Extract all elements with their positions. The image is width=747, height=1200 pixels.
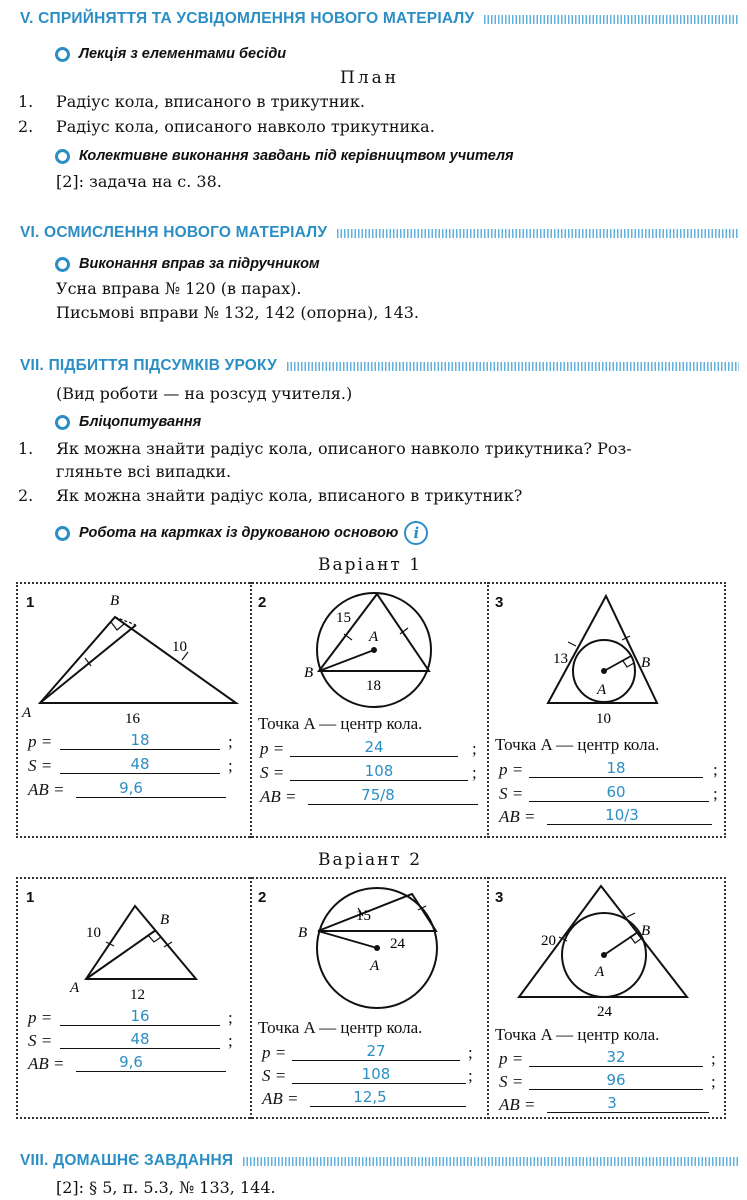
label-side: 13: [553, 651, 568, 667]
plan-item-num: 1.: [18, 92, 34, 111]
section-8-heading: [20, 1150, 739, 1172]
field-label: p =: [28, 1008, 53, 1027]
label-side: 18: [366, 678, 381, 694]
semicolon: ;: [472, 739, 477, 758]
bullet-dot-icon: [55, 149, 70, 164]
question-text: Як можна знайти радіус кола, вписаного в трикутник?: [56, 486, 523, 505]
field-AB[interactable]: [28, 779, 143, 800]
card-number: 1: [26, 594, 35, 611]
bullet-dot-icon: [55, 47, 70, 62]
bullet-cards: [55, 521, 428, 545]
bullet-lecture-label: Лекція з елементами бесіди: [79, 46, 287, 62]
field-AB[interactable]: [260, 786, 395, 807]
field-label: AB =: [499, 1095, 536, 1114]
label-A: A: [70, 980, 80, 996]
bullet-exercises: [55, 256, 320, 272]
field-label: S =: [499, 784, 524, 803]
field-p[interactable]: [28, 1007, 233, 1028]
label-side: 20: [541, 933, 556, 949]
bullet-collective-label: Колективне виконання завдань під керівництвом учителя: [79, 148, 514, 164]
answer-value: 75/8: [361, 786, 395, 804]
field-AB[interactable]: [499, 1094, 617, 1115]
right-triangle-figure: [18, 879, 248, 1004]
plan-title: План: [340, 68, 400, 88]
info-icon: i: [404, 521, 428, 545]
variant-2-title: Варіант 2: [318, 850, 423, 870]
label-A: A: [22, 705, 32, 721]
inscribed-circle-figure: [489, 879, 724, 1019]
semicolon: ;: [228, 1008, 233, 1027]
answer-value: 24: [364, 738, 384, 756]
section-5-heading: [20, 8, 739, 30]
field-S[interactable]: [499, 1071, 716, 1092]
field-label: S =: [262, 1066, 287, 1085]
exercise-line: Усна вправа № 120 (в парах).: [56, 279, 302, 298]
bullet-blitz-label: Бліцопитування: [79, 414, 202, 430]
circumscribed-circle-figure: [252, 879, 485, 1019]
field-S[interactable]: [260, 762, 477, 783]
label-side: 10: [172, 639, 187, 655]
exercise-line: Письмові вправи № 132, 142 (опорна), 143.: [56, 303, 420, 322]
semicolon: ;: [472, 763, 477, 782]
section-6-title: VI. ОСМИСЛЕННЯ НОВОГО МАТЕРІАЛУ: [20, 224, 328, 241]
bullet-cards-label: Робота на картках із друкованою основою: [79, 525, 399, 541]
triangle-shape: [318, 894, 436, 931]
answer-value: 32: [606, 1048, 626, 1066]
semicolon: ;: [711, 1072, 716, 1091]
answer-value: 18: [606, 759, 626, 777]
semicolon: ;: [711, 1049, 716, 1068]
field-p[interactable]: [260, 738, 477, 759]
field-label: S =: [499, 1072, 524, 1091]
field-p[interactable]: [499, 1048, 716, 1069]
center-text: Точка A — центр кола.: [495, 1025, 660, 1044]
card-number: 2: [258, 889, 267, 906]
card-number: 3: [495, 594, 504, 611]
semicolon: ;: [228, 756, 233, 775]
semicolon: ;: [228, 732, 233, 751]
section-8-title: VIII. ДОМАШНЄ ЗАВДАННЯ: [20, 1152, 234, 1169]
label-B: B: [641, 655, 651, 671]
field-S[interactable]: [28, 755, 233, 776]
triangle-shape: [40, 617, 236, 703]
center-text: Точка A — центр кола.: [495, 735, 660, 754]
bullet-exercises-label: Виконання вправ за підручником: [79, 256, 320, 272]
center-point: [601, 952, 607, 958]
field-label: S =: [260, 763, 285, 782]
answer-value: 108: [364, 762, 394, 780]
section-5-title: V. СПРИЙНЯТТЯ ТА УСВІДОМЛЕННЯ НОВОГО МАТЕРІАЛУ: [20, 10, 475, 27]
label-side: 15: [356, 908, 371, 924]
task-text: [2]: задача на с. 38.: [56, 172, 222, 191]
bullet-lecture: [55, 46, 286, 62]
field-S[interactable]: [262, 1065, 473, 1086]
segment-AB: [40, 625, 136, 703]
section-7-title: VII. ПІДБИТТЯ ПІДСУМКІВ УРОКУ: [20, 357, 277, 374]
bullet-collective: [55, 148, 514, 164]
tick-mark: [627, 913, 635, 917]
card-number: 2: [258, 594, 267, 611]
right-triangle-figure: [18, 584, 248, 724]
answer-value: 10/3: [605, 806, 639, 824]
v1-card-2: [252, 584, 485, 836]
v2-card-1: [18, 879, 248, 1117]
label-B: B: [298, 925, 308, 941]
answer-value: 16: [130, 1007, 150, 1025]
field-AB[interactable]: [28, 1053, 143, 1074]
v1-card-3: [489, 584, 724, 836]
label-side: 10: [86, 925, 101, 941]
semicolon: ;: [228, 1031, 233, 1050]
label-side: 12: [130, 987, 145, 1003]
field-AB[interactable]: [262, 1088, 387, 1109]
answer-value: 9,6: [119, 1053, 143, 1071]
right-angle-mark: [623, 661, 634, 667]
label-A: A: [369, 629, 379, 645]
label-side: 24: [390, 936, 405, 952]
answer-value: 9,6: [119, 779, 143, 797]
answer-value: 96: [606, 1071, 626, 1089]
label-side: 16: [125, 711, 140, 724]
radius-AB: [604, 932, 638, 955]
radius-AB: [318, 931, 377, 948]
field-S[interactable]: [28, 1030, 233, 1051]
plan-item-text: Радіус кола, вписаного в трикутник.: [56, 92, 366, 111]
field-label: AB =: [28, 780, 65, 799]
center-text: Точка A — центр кола.: [258, 1018, 423, 1037]
center-point: [371, 647, 377, 653]
label-B: B: [110, 593, 120, 609]
field-label: AB =: [28, 1054, 65, 1073]
heading-rule: [287, 362, 739, 371]
label-A: A: [370, 958, 380, 974]
field-p[interactable]: [262, 1042, 473, 1063]
plan-item-text: Радіус кола, описаного навколо трикутника.: [56, 117, 435, 136]
semicolon: ;: [468, 1043, 473, 1062]
card-number: 1: [26, 889, 35, 906]
variant-1-title: Варіант 1: [318, 555, 423, 575]
heading-rule: [337, 229, 739, 238]
field-label: p =: [499, 1049, 524, 1068]
label-B: B: [304, 665, 314, 681]
answer-value: 3: [607, 1094, 617, 1112]
semicolon: ;: [713, 760, 718, 779]
bullet-blitz: [55, 414, 201, 430]
center-point: [374, 945, 380, 951]
field-label: S =: [28, 756, 53, 775]
answer-value: 12,5: [353, 1088, 387, 1106]
section-6-heading: [20, 222, 739, 244]
field-label: p =: [260, 739, 285, 758]
label-A: A: [597, 682, 607, 698]
v2-card-3: [489, 879, 724, 1117]
heading-rule: [243, 1157, 739, 1166]
question-num: 2.: [18, 486, 34, 505]
radius-AB: [604, 656, 631, 671]
bullet-dot-icon: [55, 526, 70, 541]
field-label: AB =: [262, 1089, 299, 1108]
inscribed-circle-figure: [489, 584, 724, 724]
section-7-heading: [20, 355, 739, 377]
center-text: Точка A — центр кола.: [258, 714, 423, 733]
circumscribed-circle-figure: [252, 584, 485, 714]
question-text-cont: гляньте всі випадки.: [56, 462, 232, 481]
answer-value: 60: [606, 783, 626, 801]
semicolon: ;: [468, 1066, 473, 1085]
label-B: B: [160, 912, 170, 928]
v2-card-2: [252, 879, 485, 1117]
bullet-dot-icon: [55, 415, 70, 430]
answer-value: 48: [130, 1030, 150, 1048]
answer-value: 18: [130, 731, 150, 749]
question-num: 1.: [18, 439, 34, 458]
label-side: 15: [336, 610, 351, 626]
answer-value: 108: [361, 1065, 391, 1083]
field-p[interactable]: [499, 759, 718, 780]
field-AB[interactable]: [499, 806, 639, 827]
summary-note: (Вид роботи — на розсуд учителя.): [56, 384, 353, 403]
answer-value: 48: [130, 755, 150, 773]
field-label: p =: [499, 760, 524, 779]
card-number: 3: [495, 889, 504, 906]
field-label: p =: [28, 732, 53, 751]
field-label: p =: [262, 1043, 287, 1062]
question-text: Як можна знайти радіус кола, описаного навколо трикутника? Роз-: [56, 439, 632, 458]
v1-card-1: [18, 584, 248, 836]
tick-mark: [568, 642, 576, 646]
heading-rule: [484, 15, 739, 24]
field-p[interactable]: [28, 731, 233, 752]
semicolon: ;: [713, 784, 718, 803]
field-label: AB =: [499, 807, 536, 826]
answer-value: 27: [366, 1042, 386, 1060]
center-point: [601, 668, 607, 674]
field-label: AB =: [260, 787, 297, 806]
field-label: S =: [28, 1031, 53, 1050]
label-side: 24: [597, 1004, 612, 1019]
label-B: B: [641, 923, 651, 939]
bullet-dot-icon: [55, 257, 70, 272]
homework-text: [2]: § 5, п. 5.3, № 133, 144.: [56, 1178, 276, 1197]
label-side: 10: [596, 711, 611, 724]
plan-item-num: 2.: [18, 117, 34, 136]
field-S[interactable]: [499, 783, 718, 804]
label-A: A: [595, 964, 605, 980]
